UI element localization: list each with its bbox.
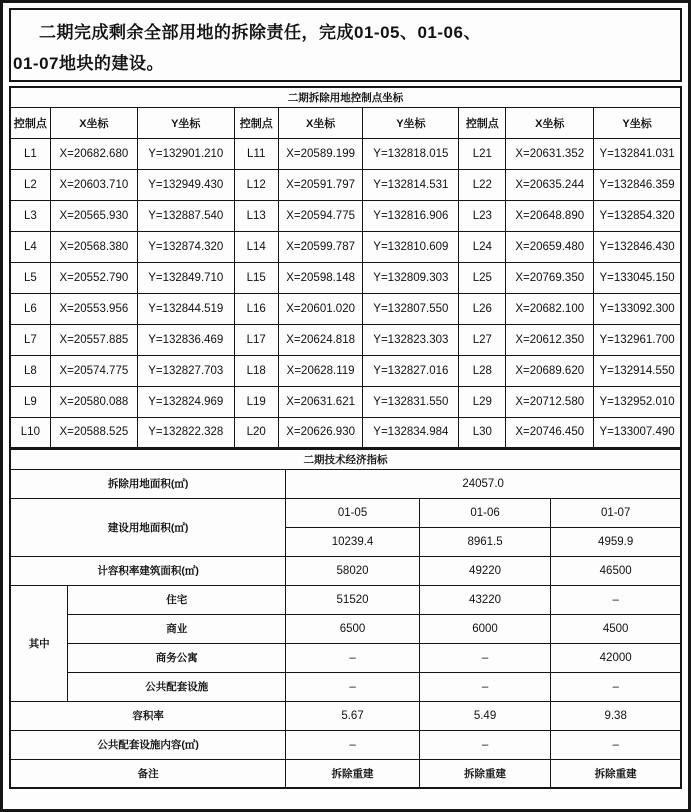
- commercial-value: 6000: [419, 614, 551, 643]
- public-facility-value: –: [551, 672, 681, 701]
- far-area-value: 49220: [419, 556, 551, 585]
- public-facility-row: [10, 672, 681, 701]
- x-coord-cell: X=20682.100: [506, 293, 594, 324]
- far-row: [10, 701, 681, 730]
- coord-row: [10, 324, 681, 355]
- business-apartment-label: 商务公寓: [68, 643, 286, 672]
- point-id-cell: L24: [459, 231, 506, 262]
- point-id-cell: L22: [459, 169, 506, 200]
- point-id-cell: L28: [459, 355, 506, 386]
- x-coord-cell: X=20580.088: [50, 386, 137, 417]
- residential-label: 住宅: [68, 585, 286, 614]
- y-coord-cell: Y=132822.328: [137, 417, 234, 448]
- y-coord-cell: Y=132824.969: [137, 386, 234, 417]
- coord-table-header-row: [10, 107, 681, 138]
- coord-table-title-row: [10, 87, 681, 107]
- control-point-header: 控制点: [234, 107, 278, 138]
- plot-id-cell: 01-07: [551, 498, 681, 527]
- y-coord-cell: Y=132810.609: [363, 231, 459, 262]
- x-coord-cell: X=20635.244: [506, 169, 594, 200]
- point-id-cell: L2: [10, 169, 50, 200]
- coord-row: [10, 138, 681, 169]
- coord-row: [10, 200, 681, 231]
- public-facility-value: –: [286, 672, 420, 701]
- point-id-cell: L26: [459, 293, 506, 324]
- coord-row: [10, 355, 681, 386]
- y-coord-cell: Y=132846.430: [594, 231, 681, 262]
- demolition-area-label: 拆除用地面积(㎡): [10, 469, 286, 498]
- x-coord-cell: X=20601.020: [278, 293, 363, 324]
- residential-row: [10, 585, 681, 614]
- business-apartment-value: –: [419, 643, 551, 672]
- y-coord-cell: Y=132823.303: [363, 324, 459, 355]
- y-coord-header: Y坐标: [137, 107, 234, 138]
- plot-id-cell: 01-05: [286, 498, 420, 527]
- y-coord-cell: Y=132814.531: [363, 169, 459, 200]
- point-id-cell: L23: [459, 200, 506, 231]
- x-coord-cell: X=20598.148: [278, 262, 363, 293]
- commercial-row: [10, 614, 681, 643]
- y-coord-cell: Y=132827.016: [363, 355, 459, 386]
- far-area-label: 计容积率建筑面积(㎡): [10, 556, 286, 585]
- coord-row: [10, 169, 681, 200]
- public-facility-content-value: –: [286, 730, 420, 759]
- x-coord-header: X坐标: [50, 107, 137, 138]
- remarks-label: 备注: [10, 759, 286, 788]
- plot-id-cell: 01-06: [419, 498, 551, 527]
- y-coord-cell: Y=132874.320: [137, 231, 234, 262]
- public-facility-label: 公共配套设施: [68, 672, 286, 701]
- x-coord-cell: X=20612.350: [506, 324, 594, 355]
- point-id-cell: L19: [234, 386, 278, 417]
- remarks-row: [10, 759, 681, 788]
- y-coord-cell: Y=132841.031: [594, 138, 681, 169]
- residential-value: –: [551, 585, 681, 614]
- point-id-cell: L21: [459, 138, 506, 169]
- x-coord-cell: X=20631.352: [506, 138, 594, 169]
- point-id-cell: L27: [459, 324, 506, 355]
- construction-area-plots-row: [10, 498, 681, 527]
- x-coord-cell: X=20603.710: [50, 169, 137, 200]
- remarks-value: 拆除重建: [551, 759, 681, 788]
- commercial-value: 6500: [286, 614, 420, 643]
- among-label: 其中: [10, 585, 68, 701]
- business-apartment-value: –: [286, 643, 420, 672]
- x-coord-header: X坐标: [278, 107, 363, 138]
- point-id-cell: L16: [234, 293, 278, 324]
- point-id-cell: L13: [234, 200, 278, 231]
- public-facility-content-value: –: [551, 730, 681, 759]
- econ-table-title: 二期技术经济指标: [10, 449, 681, 469]
- far-area-value: 58020: [286, 556, 420, 585]
- business-apartment-value: 42000: [551, 643, 681, 672]
- project-note-box: [9, 8, 682, 82]
- construction-area-value: 8961.5: [419, 527, 551, 556]
- coord-table: [9, 86, 682, 449]
- y-coord-cell: Y=132816.906: [363, 200, 459, 231]
- far-label: 容积率: [10, 701, 286, 730]
- point-id-cell: L6: [10, 293, 50, 324]
- far-value: 9.38: [551, 701, 681, 730]
- far-value: 5.67: [286, 701, 420, 730]
- point-id-cell: L8: [10, 355, 50, 386]
- y-coord-cell: Y=133007.490: [594, 417, 681, 448]
- y-coord-cell: Y=132834.984: [363, 417, 459, 448]
- y-coord-cell: Y=132831.550: [363, 386, 459, 417]
- business-apartment-row: [10, 643, 681, 672]
- coord-row: [10, 293, 681, 324]
- y-coord-cell: Y=132846.359: [594, 169, 681, 200]
- x-coord-cell: X=20574.775: [50, 355, 137, 386]
- y-coord-cell: Y=132901.210: [137, 138, 234, 169]
- x-coord-cell: X=20659.480: [506, 231, 594, 262]
- point-id-cell: L11: [234, 138, 278, 169]
- point-id-cell: L17: [234, 324, 278, 355]
- x-coord-cell: X=20746.450: [506, 417, 594, 448]
- point-id-cell: L29: [459, 386, 506, 417]
- x-coord-cell: X=20565.930: [50, 200, 137, 231]
- point-id-cell: L9: [10, 386, 50, 417]
- x-coord-cell: X=20648.890: [506, 200, 594, 231]
- y-coord-header: Y坐标: [594, 107, 681, 138]
- point-id-cell: L20: [234, 417, 278, 448]
- note-line-1: 二期完成剩余全部用地的拆除责任，完成01-05、01-06、: [39, 23, 481, 42]
- point-id-cell: L1: [10, 138, 50, 169]
- coord-row: [10, 417, 681, 448]
- residential-value: 43220: [419, 585, 551, 614]
- x-coord-cell: X=20712.580: [506, 386, 594, 417]
- y-coord-cell: Y=132836.469: [137, 324, 234, 355]
- coord-row: [10, 262, 681, 293]
- point-id-cell: L5: [10, 262, 50, 293]
- residential-value: 51520: [286, 585, 420, 614]
- point-id-cell: L14: [234, 231, 278, 262]
- remarks-value: 拆除重建: [286, 759, 420, 788]
- commercial-value: 4500: [551, 614, 681, 643]
- y-coord-cell: Y=132807.550: [363, 293, 459, 324]
- far-value: 5.49: [419, 701, 551, 730]
- demolition-area-value: 24057.0: [286, 469, 681, 498]
- note-line-2: 01-07地块的建设。: [13, 54, 164, 74]
- point-id-cell: L10: [10, 417, 50, 448]
- y-coord-cell: Y=132961.700: [594, 324, 681, 355]
- control-point-header: 控制点: [10, 107, 50, 138]
- x-coord-cell: X=20594.775: [278, 200, 363, 231]
- y-coord-cell: Y=132887.540: [137, 200, 234, 231]
- x-coord-cell: X=20769.350: [506, 262, 594, 293]
- point-id-cell: L18: [234, 355, 278, 386]
- y-coord-cell: Y=132844.519: [137, 293, 234, 324]
- y-coord-header: Y坐标: [363, 107, 459, 138]
- x-coord-cell: X=20689.620: [506, 355, 594, 386]
- far-area-row: [10, 556, 681, 585]
- x-coord-cell: X=20557.885: [50, 324, 137, 355]
- y-coord-cell: Y=132914.550: [594, 355, 681, 386]
- x-coord-cell: X=20626.930: [278, 417, 363, 448]
- public-facility-value: –: [419, 672, 551, 701]
- point-id-cell: L25: [459, 262, 506, 293]
- coord-table-title: 二期拆除用地控制点坐标: [10, 87, 681, 107]
- public-facility-content-row: [10, 730, 681, 759]
- point-id-cell: L3: [10, 200, 50, 231]
- x-coord-cell: X=20591.797: [278, 169, 363, 200]
- public-facility-content-value: –: [419, 730, 551, 759]
- point-id-cell: L30: [459, 417, 506, 448]
- y-coord-cell: Y=132809.303: [363, 262, 459, 293]
- econ-title-row: [10, 449, 681, 469]
- y-coord-cell: Y=132818.015: [363, 138, 459, 169]
- x-coord-cell: X=20628.119: [278, 355, 363, 386]
- construction-area-value: 4959.9: [551, 527, 681, 556]
- demolition-area-row: [10, 469, 681, 498]
- x-coord-cell: X=20631.621: [278, 386, 363, 417]
- y-coord-cell: Y=132827.703: [137, 355, 234, 386]
- y-coord-cell: Y=132949.430: [137, 169, 234, 200]
- x-coord-cell: X=20589.199: [278, 138, 363, 169]
- x-coord-cell: X=20599.787: [278, 231, 363, 262]
- y-coord-cell: Y=132952.010: [594, 386, 681, 417]
- x-coord-cell: X=20568.380: [50, 231, 137, 262]
- point-id-cell: L15: [234, 262, 278, 293]
- y-coord-cell: Y=132849.710: [137, 262, 234, 293]
- y-coord-cell: Y=133045.150: [594, 262, 681, 293]
- x-coord-cell: X=20682.680: [50, 138, 137, 169]
- x-coord-cell: X=20553.956: [50, 293, 137, 324]
- coord-row: [10, 231, 681, 262]
- construction-area-value: 10239.4: [286, 527, 420, 556]
- control-point-header: 控制点: [459, 107, 506, 138]
- x-coord-header: X坐标: [506, 107, 594, 138]
- point-id-cell: L7: [10, 324, 50, 355]
- x-coord-cell: X=20552.790: [50, 262, 137, 293]
- point-id-cell: L12: [234, 169, 278, 200]
- econ-table: [9, 448, 682, 789]
- y-coord-cell: Y=133092.300: [594, 293, 681, 324]
- coord-row: [10, 386, 681, 417]
- commercial-label: 商业: [68, 614, 286, 643]
- far-area-value: 46500: [551, 556, 681, 585]
- remarks-value: 拆除重建: [419, 759, 551, 788]
- x-coord-cell: X=20588.525: [50, 417, 137, 448]
- point-id-cell: L4: [10, 231, 50, 262]
- public-facility-content-label: 公共配套设施内容(㎡): [10, 730, 286, 759]
- y-coord-cell: Y=132854.320: [594, 200, 681, 231]
- construction-area-label: 建设用地面积(㎡): [10, 498, 286, 556]
- x-coord-cell: X=20624.818: [278, 324, 363, 355]
